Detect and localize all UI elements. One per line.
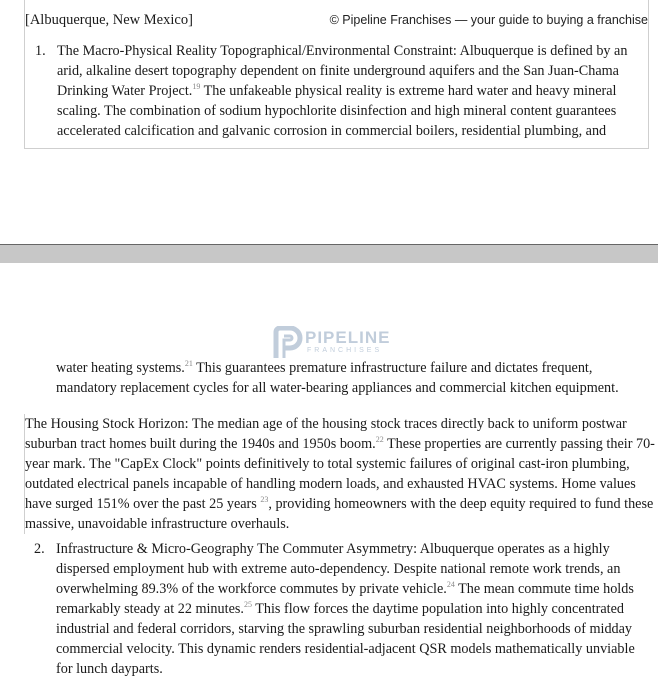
list-item-2 (34, 539, 654, 679)
footnote-ref[interactable]: 25 (243, 600, 252, 609)
copyright-watermark: © Pipeline Franchises — your guide to buying a franchise (329, 13, 648, 27)
footnote-ref[interactable]: 19 (192, 82, 201, 91)
logo-wordmark: PIPELINE (305, 328, 391, 347)
footnote-ref[interactable]: 24 (446, 580, 455, 589)
logo-subtitle: FRANCHISES (307, 347, 383, 354)
list-number: 1. (35, 43, 46, 59)
document-page-2 (0, 263, 658, 685)
location-header: [Albuquerque, New Mexico] (25, 12, 193, 28)
footnote-ref[interactable]: 23 (260, 495, 269, 504)
pipeline-logo (272, 326, 392, 360)
list-number: 2. (34, 541, 45, 557)
list-item-text: Infrastructure & Micro-Geography The Commuter Asymmetry: Albuquerque operates as a highly dispersed employment hub with extreme auto-dependency. Despite national remote work trends, an overwhelming 89.3% of the workforce commutes by private vehicle.$^{24}$ The mean commute time holds remarkably steady at 22 minutes.$^{25}$ This flow forces the daytime population into highly concentrated industrial and federal corridors, starving the sprawling suburban residential neighborhoods of midday commercial velocity. This dynamic renders residential-adjacent QSR models mathematically unviable for lunch dayparts. (56, 541, 635, 677)
pipeline-logo-icon (272, 326, 304, 360)
footnote-ref[interactable]: 22 (375, 435, 384, 444)
list-item-text: The Macro-Physical Reality Topographical/Environmental Constraint: Albuquerque is defined by an arid, alkaline desert topography dependent on finite underground aquifers and the San Juan-Chama Drinking Water Project.$^{19}$ The unfakeable physical reality is extreme hard water and heavy mineral scaling. The combination of sodium hypochlorite disinfection and high mineral content guarantees accelerated calcification and galvanic corrosion in commercial boilers, residential plumbing, and (57, 43, 628, 139)
list-item-1 (35, 41, 649, 141)
housing-paragraph: The Housing Stock Horizon: The median age of the housing stock traces directly back to uniform postwar suburban tract homes built during the 1940s and 1950s boom.$^{22}$ These properties are currently passing their 70-year mark. The "CapEx Clock" points definitively to total systemic failures of original cast-iron plumbing, outdated electrical panels incapable of handling modern loads, and exhausted HVAC systems. Home values have surged 151% over the past 25 years $^{23}$, providing homeowners with the deep equity required to fund these massive, unavoidable infrastructure overhauls. (24, 414, 657, 534)
footnote-ref[interactable]: 21 (184, 359, 193, 368)
page-separator (0, 244, 658, 264)
continued-paragraph: water heating systems.$^{21}$ This guarantees premature infrastructure failure and dictates frequent, mandatory replacement cycles for all water-bearing appliances and commercial kitchen equipment. (56, 359, 619, 396)
